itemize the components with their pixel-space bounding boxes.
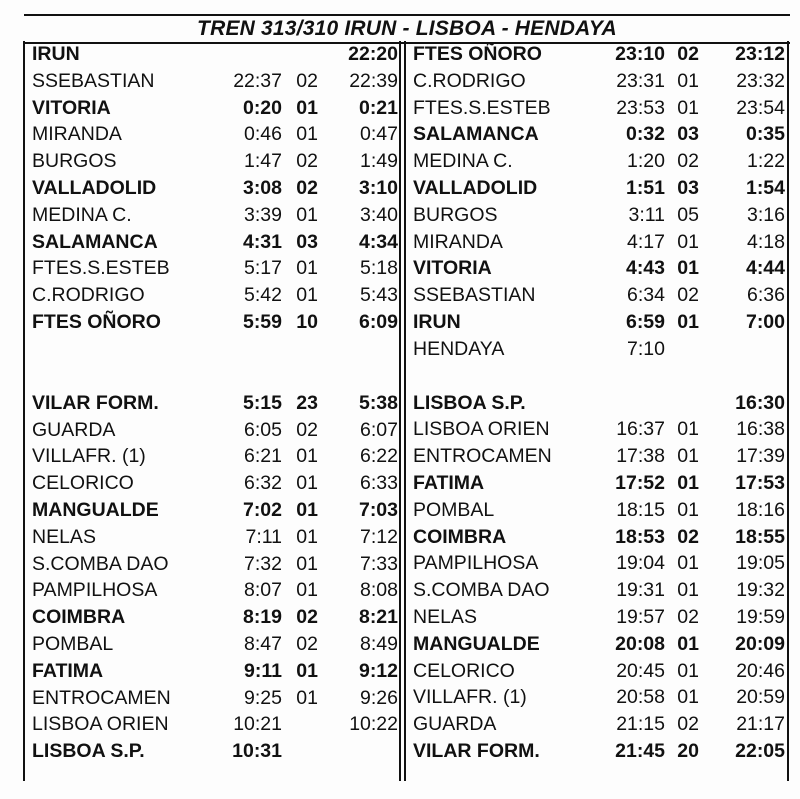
stop-minutes: 02 [677, 150, 699, 173]
departure-time: 20:46 [736, 659, 785, 682]
stop-minutes: 01 [296, 659, 318, 682]
station-name: VITORIA [32, 96, 111, 119]
stop-minutes: 01 [296, 96, 318, 119]
timetable-row [24, 95, 398, 122]
arrival-time: 23:53 [616, 96, 665, 119]
departure-time: 10:22 [349, 713, 398, 736]
arrival-time: 17:38 [616, 445, 665, 468]
station-name: MIRANDA [32, 123, 122, 146]
station-name: C.RODRIGO [413, 69, 526, 92]
station-name: CELORICO [32, 472, 134, 495]
arrival-time: 18:15 [616, 498, 665, 521]
arrival-time: 6:34 [627, 284, 665, 307]
departure-time: 1:49 [360, 150, 398, 173]
timetable-row [24, 255, 398, 282]
stop-minutes: 02 [296, 418, 318, 441]
timetable-row [405, 202, 787, 229]
timetable-row [405, 336, 787, 363]
station-name: FTES OÑORO [32, 310, 161, 333]
arrival-time: 19:31 [616, 579, 665, 602]
station-name: VALLADOLID [32, 176, 157, 199]
departure-time: 17:53 [735, 471, 785, 494]
departure-time: 6:07 [360, 418, 398, 441]
timetable-row [24, 551, 398, 578]
station-name: VITORIA [413, 257, 492, 280]
departure-time: 8:08 [360, 579, 398, 602]
departure-time: 4:34 [358, 230, 398, 253]
departure-time: 3:40 [360, 203, 398, 226]
stop-minutes: 01 [296, 498, 318, 521]
timetable-row [405, 738, 787, 765]
timetable-row [24, 738, 398, 765]
stop-minutes: 01 [296, 579, 318, 602]
departure-time: 6:33 [360, 472, 398, 495]
timetable-row [405, 497, 787, 524]
station-name: C.RODRIGO [32, 284, 145, 307]
timetable-row [24, 148, 398, 175]
timetable-row [24, 417, 398, 444]
arrival-time: 4:31 [242, 230, 282, 253]
left-column-irun-lisboa [24, 41, 398, 765]
arrival-time: 4:43 [625, 257, 665, 280]
arrival-time: 21:15 [616, 713, 665, 736]
station-name: PAMPILHOSA [32, 579, 158, 602]
departure-time: 0:21 [358, 96, 398, 119]
stop-minutes: 02 [677, 43, 699, 65]
departure-time: 1:54 [745, 176, 785, 199]
station-name: ENTROCAMEN [413, 445, 552, 468]
stop-minutes: 03 [296, 230, 318, 253]
stop-minutes: 02 [677, 605, 699, 628]
station-name: LISBOA S.P. [32, 740, 145, 763]
arrival-time: 6:21 [244, 445, 282, 468]
section-gap [24, 336, 398, 363]
timetable-row [405, 416, 787, 443]
timetable-row [24, 175, 398, 202]
arrival-time: 7:32 [244, 552, 282, 575]
timetable-row [405, 390, 787, 417]
stop-minutes: 01 [677, 498, 699, 521]
arrival-time: 21:45 [615, 739, 665, 762]
timetable-row [24, 685, 398, 712]
departure-time: 23:12 [735, 43, 785, 65]
stop-minutes: 01 [296, 257, 318, 280]
timetable-row [24, 41, 398, 68]
station-name: VILAR FORM. [32, 391, 159, 414]
departure-time: 6:09 [358, 310, 398, 333]
timetable-row [405, 282, 787, 309]
station-name: POMBAL [32, 632, 114, 655]
departure-time: 7:33 [360, 552, 398, 575]
timetable-row [405, 550, 787, 577]
station-name: MEDINA C. [32, 203, 132, 226]
stop-minutes: 01 [677, 418, 699, 441]
departure-time: 20:59 [736, 686, 785, 709]
arrival-time: 1:20 [627, 150, 665, 173]
stop-minutes: 03 [677, 176, 699, 199]
station-name: LISBOA S.P. [413, 391, 526, 414]
departure-time: 19:59 [736, 605, 785, 628]
timetable-row [405, 711, 787, 738]
timetable-row [405, 631, 787, 658]
station-name: VILAR FORM. [413, 739, 540, 762]
stop-minutes: 02 [296, 69, 318, 92]
station-name: MIRANDA [413, 230, 503, 253]
timetable-row [24, 202, 398, 229]
timetable-row [24, 577, 398, 604]
departure-time: 7:00 [745, 310, 785, 333]
arrival-time: 3:11 [628, 203, 665, 226]
station-name: PAMPILHOSA [413, 552, 539, 575]
station-name: S.COMBA DAO [413, 579, 550, 602]
timetable-row [24, 68, 398, 95]
departure-time: 19:32 [736, 579, 785, 602]
departure-time: 9:12 [358, 659, 398, 682]
stop-minutes: 01 [296, 203, 318, 226]
timetable-row [405, 148, 787, 175]
arrival-time: 10:31 [232, 740, 282, 763]
stop-minutes: 01 [677, 471, 699, 494]
timetable-row [405, 684, 787, 711]
station-name: SALAMANCA [32, 230, 158, 253]
departure-time: 22:20 [348, 43, 398, 65]
arrival-time: 0:20 [242, 96, 282, 119]
arrival-time: 4:17 [627, 230, 665, 253]
timetable-row [405, 121, 787, 148]
stop-minutes: 01 [677, 632, 699, 655]
station-name: COIMBRA [32, 606, 126, 629]
departure-time: 18:55 [735, 525, 785, 548]
stop-minutes: 01 [677, 96, 699, 119]
station-name: MANGUALDE [413, 632, 540, 655]
departure-time: 5:38 [358, 391, 398, 414]
timetable-row [405, 604, 787, 631]
timetable-row [24, 229, 398, 256]
arrival-time: 0:32 [625, 123, 665, 146]
timetable-row [24, 497, 398, 524]
stop-minutes: 02 [677, 713, 699, 736]
departure-time: 3:16 [747, 203, 785, 226]
timetable-row [405, 658, 787, 685]
departure-time: 1:22 [747, 150, 785, 173]
arrival-time: 5:42 [244, 284, 282, 307]
station-name: COIMBRA [413, 525, 507, 548]
departure-time: 16:30 [735, 391, 785, 414]
arrival-time: 7:11 [245, 525, 282, 548]
arrival-time: 10:21 [233, 713, 282, 736]
station-name: NELAS [32, 525, 96, 548]
arrival-time: 17:52 [615, 471, 665, 494]
stop-minutes: 01 [677, 552, 699, 575]
stop-minutes: 01 [677, 579, 699, 602]
station-name: BURGOS [32, 150, 117, 173]
arrival-time: 16:37 [616, 418, 665, 441]
stop-minutes: 01 [296, 525, 318, 548]
arrival-time: 20:08 [615, 632, 665, 655]
timetable-row [405, 68, 787, 95]
stop-minutes: 01 [677, 257, 699, 280]
section-gap [405, 363, 787, 390]
station-name: FTES.S.ESTEB [413, 96, 551, 119]
station-name: LISBOA ORIEN [32, 713, 169, 736]
departure-time: 21:17 [736, 713, 785, 736]
departure-time: 18:16 [736, 498, 785, 521]
departure-time: 8:21 [358, 606, 398, 629]
stop-minutes: 02 [677, 525, 699, 548]
stop-minutes: 01 [677, 445, 699, 468]
departure-time: 3:10 [358, 176, 398, 199]
stop-minutes: 02 [677, 284, 699, 307]
timetable-row [405, 95, 787, 122]
arrival-time: 6:59 [625, 310, 665, 333]
center-divider-line [399, 41, 401, 781]
timetable-row [24, 711, 398, 738]
arrival-time: 6:32 [244, 472, 282, 495]
timetable-row [24, 658, 398, 685]
stop-minutes: 10 [296, 310, 318, 333]
timetable-row [405, 175, 787, 202]
stop-minutes: 01 [296, 472, 318, 495]
timetable-row [405, 470, 787, 497]
stop-minutes: 01 [296, 123, 318, 146]
stop-minutes: 03 [677, 123, 699, 146]
arrival-time: 7:10 [627, 337, 665, 360]
timetable-row [405, 309, 787, 336]
departure-time: 16:38 [736, 418, 785, 441]
stop-minutes: 02 [296, 632, 318, 655]
departure-time: 8:49 [360, 632, 398, 655]
timetable-row [24, 309, 398, 336]
station-name: GUARDA [32, 418, 116, 441]
arrival-time: 1:51 [625, 176, 665, 199]
station-name: ENTROCAMEN [32, 686, 171, 709]
timetable-row [405, 524, 787, 551]
timetable-row [24, 443, 398, 470]
stop-minutes: 05 [677, 203, 699, 226]
timetable-title: TREN 313/310 IRUN - LISBOA - HENDAYA [24, 14, 790, 44]
departure-time: 17:39 [736, 445, 785, 468]
departure-time: 19:05 [736, 552, 785, 575]
station-name: GUARDA [413, 713, 497, 736]
left-top-section [24, 41, 398, 336]
station-name: FATIMA [413, 471, 485, 494]
station-name: BURGOS [413, 203, 498, 226]
arrival-time: 19:04 [616, 552, 665, 575]
station-name: FTES.S.ESTEB [32, 257, 170, 280]
left-bottom-section [24, 390, 398, 765]
station-name: VALLADOLID [413, 176, 538, 199]
section-gap [24, 363, 398, 390]
stop-minutes: 02 [296, 150, 318, 173]
stop-minutes: 01 [296, 552, 318, 575]
timetable-row [24, 604, 398, 631]
right-border-line [787, 41, 789, 781]
station-name: S.COMBA DAO [32, 552, 169, 575]
station-name: IRUN [32, 43, 80, 65]
stop-minutes: 01 [677, 69, 699, 92]
departure-time: 20:09 [735, 632, 785, 655]
station-name: MEDINA C. [413, 150, 513, 173]
station-name: SSEBASTIAN [32, 69, 155, 92]
station-name: VILLAFR. (1) [32, 445, 146, 468]
arrival-time: 8:19 [242, 606, 282, 629]
timetable-row [405, 229, 787, 256]
timetable-row [405, 255, 787, 282]
arrival-time: 18:53 [615, 525, 665, 548]
stop-minutes: 01 [296, 445, 318, 468]
departure-time: 6:22 [360, 445, 398, 468]
stop-minutes: 23 [296, 391, 318, 414]
departure-time: 4:44 [745, 257, 785, 280]
arrival-time: 20:45 [616, 659, 665, 682]
right-column-lisboa-hendaya [405, 41, 787, 765]
station-name: FATIMA [32, 659, 104, 682]
arrival-time: 0:46 [244, 123, 282, 146]
departure-time: 7:12 [360, 525, 398, 548]
stop-minutes: 01 [677, 659, 699, 682]
departure-time: 4:18 [747, 230, 785, 253]
station-name: SSEBASTIAN [413, 284, 536, 307]
station-name: HENDAYA [413, 337, 505, 360]
station-name: IRUN [413, 310, 461, 333]
station-name: SALAMANCA [413, 123, 539, 146]
departure-time: 22:39 [349, 69, 398, 92]
timetable-row [24, 121, 398, 148]
arrival-time: 8:07 [244, 579, 282, 602]
station-name: VILLAFR. (1) [413, 686, 527, 709]
timetable-row [24, 524, 398, 551]
arrival-time: 19:57 [616, 605, 665, 628]
arrival-time: 3:08 [242, 176, 282, 199]
arrival-time: 1:47 [244, 150, 282, 173]
arrival-time: 9:11 [244, 659, 282, 682]
departure-time: 7:03 [358, 498, 398, 521]
departure-time: 5:18 [360, 257, 398, 280]
station-name: LISBOA ORIEN [413, 418, 550, 441]
arrival-time: 9:25 [244, 686, 282, 709]
arrival-time: 6:05 [244, 418, 282, 441]
timetable-row [405, 443, 787, 470]
arrival-time: 23:10 [615, 43, 665, 65]
departure-time: 0:35 [745, 123, 785, 146]
arrival-time: 20:58 [616, 686, 665, 709]
timetable-row [405, 41, 787, 68]
departure-time: 6:36 [747, 284, 785, 307]
timetable-row [24, 282, 398, 309]
stop-minutes: 01 [296, 686, 318, 709]
stop-minutes: 01 [677, 686, 699, 709]
arrival-time: 22:37 [233, 69, 282, 92]
station-name: POMBAL [413, 498, 495, 521]
right-bottom-section [405, 390, 787, 765]
stop-minutes: 02 [296, 176, 318, 199]
arrival-time: 5:15 [242, 391, 282, 414]
departure-time: 23:32 [736, 69, 785, 92]
departure-time: 0:47 [360, 123, 398, 146]
departure-time: 23:54 [736, 96, 785, 119]
station-name: NELAS [413, 605, 477, 628]
stop-minutes: 02 [296, 606, 318, 629]
right-top-section [405, 41, 787, 363]
timetable-row [24, 631, 398, 658]
station-name: FTES OÑORO [413, 43, 542, 65]
arrival-time: 5:17 [244, 257, 282, 280]
arrival-time: 23:31 [616, 69, 665, 92]
arrival-time: 8:47 [244, 632, 282, 655]
station-name: CELORICO [413, 659, 515, 682]
timetable-row [405, 577, 787, 604]
arrival-time: 3:39 [244, 203, 282, 226]
stop-minutes: 01 [677, 310, 699, 333]
stop-minutes: 20 [677, 739, 699, 762]
departure-time: 22:05 [735, 739, 785, 762]
stop-minutes: 01 [296, 284, 318, 307]
departure-time: 9:26 [360, 686, 398, 709]
timetable-row [24, 390, 398, 417]
stop-minutes: 01 [677, 230, 699, 253]
arrival-time: 5:59 [242, 310, 282, 333]
timetable-row [24, 470, 398, 497]
arrival-time: 7:02 [242, 498, 282, 521]
station-name: MANGUALDE [32, 498, 159, 521]
departure-time: 5:43 [360, 284, 398, 307]
